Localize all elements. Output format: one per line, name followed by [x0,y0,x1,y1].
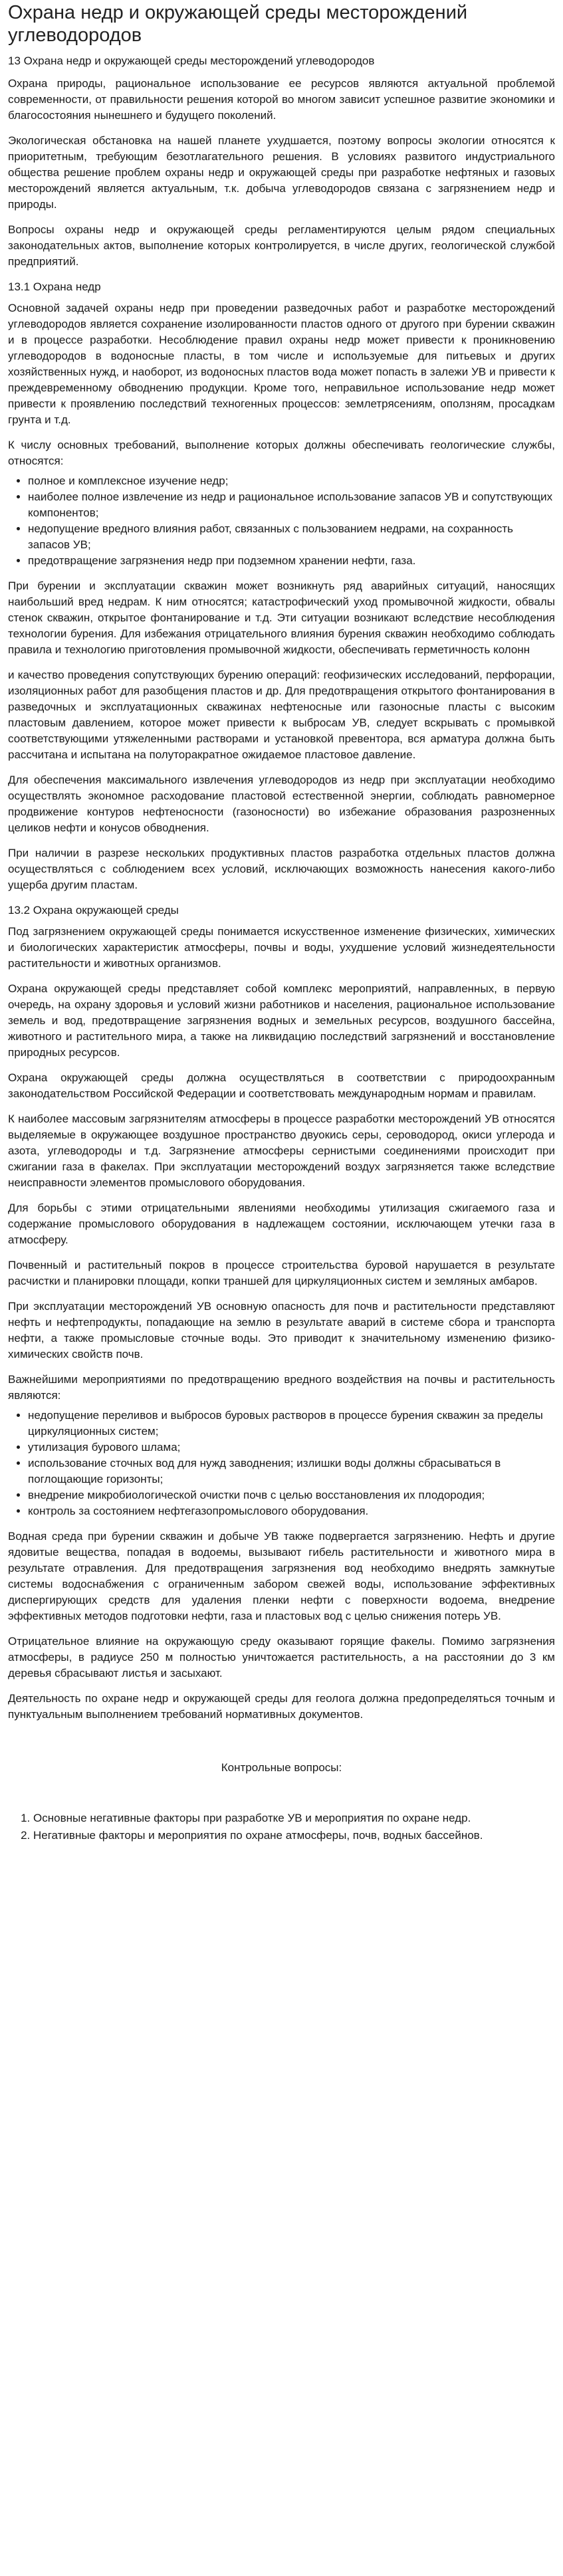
paragraph: К наиболее массовым загрязнителям атмосферы в процессе разработки месторождений УВ относятся выделяемые в окружающее воздушное пространство двуокись серы, сероводород, окиси углерода и азота, углеводороды и т.д. Загрязнение атмосферы сернистыми соединениями происходит при сжигании газа в факелах. При эксплуатации месторождений воздух загрязняется также вследствие неисправности элементов промыслового оборудования. [8,1113,555,1189]
paragraph: Водная среда при бурении скважин и добыче УВ также подвергается загрязнению. Нефть и другие ядовитые вещества, попадая в водоемы, вызывают гибель растительности и животного мира в результате отравления. Для предотвращения загрязнения вод необходимо внедрять замкнутые системы водоснабжения с ограниченным забором свежей воды, использование эффективных диспергирующих средств для удаления пленки нефти с поверхности водоема, внедрение эффективных методов подготовки нефти, газа и пластовых вод с целью снижения потерь УВ. [8,1530,555,1622]
intro-paragraph: Экологическая обстановка на нашей планете ухудшается, поэтому вопросы экологии относятся к приоритетным, требующим безотлагательного решения. В условиях развитого индустриального общества решение проблем охраны недр и окружающей среды при разработке нефтяных и газовых месторождений является актуальным, т.к. добыча углеводородов связана с загрязнением недр и природы. [8,134,555,211]
paragraph: Важнейшими мероприятиями по предотвращению вредного воздействия на почвы и растительность являются: [8,1373,555,1402]
question-item: 2. Негативные факторы и мероприятия по охране атмосферы, почв, водных бассейнов. [33,1828,555,1844]
document-page [0,1,563,1872]
measures-list [8,1408,555,1519]
paragraph: Основной задачей охраны недр при проведении разведочных работ и разработке месторождений углеводородов является сохранение изолированности пластов одного от другого при бурении скважин и в процессе разработки. Несоблюдение правил охраны недр может привести к проникновению углеводородов в водоносные пласты, в том числе и используемые для питьевых и других хозяйственных нужд, и наоборот, из водоносных пластов вода может попасть в залежи УВ и привести к преждевременному обводнению продукции. Кроме того, неправильное использование недр может привести к проявлению последствий техногенных процессов: землетрясениям, оползням, просадкам грунта и т.д. [8,302,555,426]
list-item: • наиболее полное извлечение из недр и рациональное использование запасов УВ и сопутствующих компонентов; [28,489,555,521]
paragraph: и качество проведения сопутствующих бурению операций: геофизических исследований, перфорации, изоляционных работ для разобщения пластов и др. Для предотвращения открытого фонтанирования в разведочных и эксплуатационных скважинах нефтеносные или газоносные пласты с высоким пластовым давлением, которое может привести к выбросам УВ, следует вскрывать с промывкой соответствующими утяжеленными растворами и установкой превентора, вся арматура должна быть рассчитана и испытана на полуторакратное ожидаемое пластовое давление. [8,669,555,761]
list-item: • внедрение микробиологической очистки почв с целью восстановления их плодородия; [28,1487,555,1503]
paragraph: Для борьбы с этими отрицательными явлениями необходимы утилизация сжигаемого газа и содержание промыслового оборудования в надлежащем состоянии, исключающем утечки газа в атмосферу. [8,1202,555,1246]
list-item: • полное и комплексное изучение недр; [28,473,555,489]
intro-paragraph: Охрана природы, рациональное использование ее ресурсов являются актуальной проблемой современности, от правильности решения которой во многом зависит успешное развитие экономики и благосостояния нынешнего и будущего поколений. [8,77,555,122]
chapter-subtitle: 13 Охрана недр и окружающей среды месторождений углеводородов [8,54,375,67]
requirements-list [8,473,555,569]
list-item: • недопущение переливов и выбросов буровых растворов в процессе бурения скважин за пределы циркуляционных систем; [28,1408,555,1440]
list-item: • предотвращение загрязнения недр при подземном хранении нефти, газа. [28,553,555,569]
list-item: • недопущение вредного влияния работ, связанных с пользованием недрами, на сохранность запасов УВ; [28,521,555,553]
list-item: • контроль за состоянием нефтегазопромыслового оборудования. [28,1503,555,1519]
questions-title: Контрольные вопросы: [221,1761,342,1774]
section-heading-subsoil: 13.1 Охрана недр [8,280,101,293]
paragraph: К числу основных требований, выполнение которых должны обеспечивать геологические службы, относятся: [8,439,555,467]
page-title: Охрана недр и окружающей среды месторождений углеводородов [8,2,468,46]
intro-paragraph: Вопросы охраны недр и окружающей среды регламентируются целым рядом специальных законодательных актов, выполнение которых контролируется, в числе других, геологической службой предприятий. [8,223,555,268]
paragraph: Охрана окружающей среды должна осуществляться в соответствии с природоохранным законодательством Российской Федерации и соответствовать международным нормам и правилам. [8,1071,555,1100]
paragraph: Охрана окружающей среды представляет собой комплекс мероприятий, направленных, в первую очередь, на охрану здоровья и условий жизни работников и населения, рациональное использование земель и вод, предотвращение загрязнения водных и земельных ресурсов, воздушного бассейна, животного и растительного мира, а также на ликвидацию последствий загрязнений и восстановление природных ресурсов. [8,982,555,1059]
paragraph: Деятельность по охране недр и окружающей среды для геолога должна предопределяться точным и пунктуальным выполнением требований нормативных документов. [8,1692,555,1721]
paragraph: Под загрязнением окружающей среды понимается искусственное изменение физических, химических и биологических характеристик атмосферы, почвы и воды, ухудшение условий жизнедеятельности растительности и животных организмов. [8,925,555,970]
question-item: 1. Основные негативные факторы при разработке УВ и мероприятия по охране недр. [33,1810,555,1826]
paragraph: Отрицательное влияние на окружающую среду оказывают горящие факелы. Помимо загрязнения атмосферы, в радиусе 250 м полностью уничтожается растительность, а на расстоянии до 3 км деревья сбрасывают листья и засыхают. [8,1635,555,1679]
paragraph: Для обеспечения максимального извлечения углеводородов из недр при эксплуатации необходимо осуществлять экономное расходование пластовой естественной энергии, соблюдать равномерное продвижение контуров нефтеносности (газоносности) во избежание образования разрозненных целиков нефти и конусов обводнения. [8,774,555,834]
paragraph: При наличии в разрезе нескольких продуктивных пластов разработка отдельных пластов должна осуществляться с соблюдением всех условий, исключающих возможность нанесения какого-либо ущерба другим пластам. [8,847,555,891]
section-heading-environment: 13.2 Охрана окружающей среды [8,904,179,916]
paragraph: При бурении и эксплуатации скважин может возникнуть ряд аварийных ситуаций, наносящих наибольший вред недрам. К ним относятся; катастрофический уход промывочной жидкости, обвалы стенок скважин, открытое фонтанирование и т.д. Эти ситуации возникают вследствие несоблюдения технологии бурения. Для избежания отрицательного влияния бурения скважин необходимо соблюдать правила и технологию приготовления промывочной жидкости, обеспечивать герметичность колонн [8,580,555,656]
paragraph: Почвенный и растительный покров в процессе строительства буровой нарушается в результате расчистки и планировки площади, копки траншей для циркуляционных систем и земляных амбаров. [8,1259,555,1287]
list-item: • использование сточных вод для нужд заводнения; излишки воды должны сбрасываться в поглощающие горизонты; [28,1455,555,1487]
list-item: • утилизация бурового шлама; [28,1440,555,1455]
paragraph: При эксплуатации месторождений УВ основную опасность для почв и растительности представляют нефть и нефтепродукты, попадающие на землю в результате аварий в системе сбора и транспорта нефти, а также промысловые сточные воды. Это приводит к значительному изменению физико-химических свойств почв. [8,1300,555,1360]
questions-list [8,1810,555,1844]
